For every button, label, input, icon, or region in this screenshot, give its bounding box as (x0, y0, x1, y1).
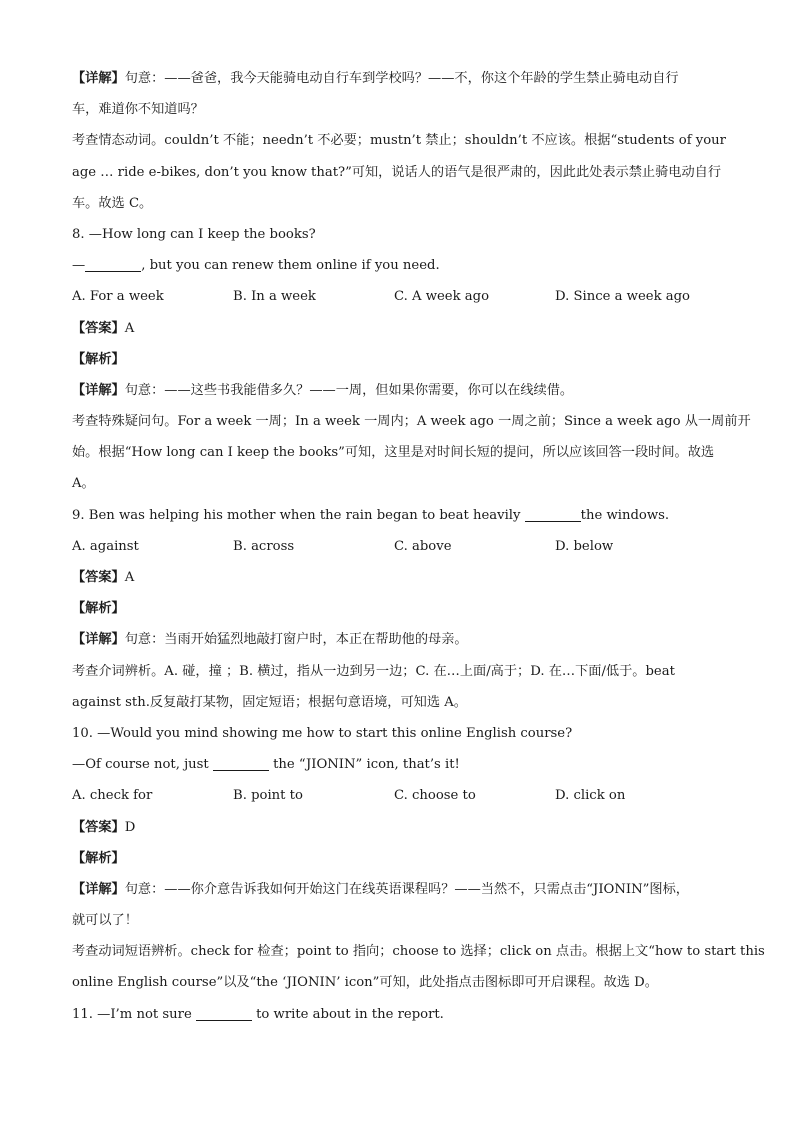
q10-reply (72, 749, 732, 780)
q9-option-b: B. across (233, 538, 295, 554)
answer-tag: 【答案】 (72, 320, 125, 336)
q8-reply-prefix: — (72, 258, 86, 274)
q8-options (72, 281, 732, 312)
answer-blank (213, 756, 269, 771)
q8-detail-text: 句意：——这些书我能借多久？——一周，但如果你需要，你可以在线续借。 (124, 382, 574, 398)
q9-options (72, 531, 732, 562)
q9-option-d: D. below (555, 538, 614, 554)
q10-detail-line-2: 就可以了！ (72, 913, 138, 929)
q9-detail (72, 624, 732, 655)
q10-reply-suffix: the “JIONIN” icon, that’s it! (268, 757, 460, 773)
document-page (72, 63, 765, 1030)
q10-options (72, 780, 732, 811)
q8-reply-suffix: , but you can renew them online if you need. (141, 258, 440, 274)
q10-analysis-tag: 【解析】 (72, 850, 125, 866)
q9-analysis-line-1: 考查介词辨析。A. 碰，撞 ；B. 横过，指从一边到另一边；C. 在…上面/高于；D. 在…下面/低于。beat (72, 663, 675, 679)
q10-option-a: A. check for (72, 788, 153, 804)
answer-tag: 【答案】 (72, 819, 125, 835)
q9-analysis-tag: 【解析】 (72, 601, 125, 617)
q8-answer-value: A (124, 320, 135, 336)
q10-analysis-line-2: online English course”以及“the ‘JIONIN’ icon”可知，此处指点击图标即可开启课程。故选 D。 (72, 975, 658, 991)
q10-answer (72, 812, 732, 843)
q10-detail (72, 874, 732, 905)
q9-answer-value: A (124, 570, 135, 585)
q7-analysis-line-2: age … ride e-bikes, don’t you know that?”可知，说话人的语气是很严肃的，因此此处表示禁止骑电动自行 (72, 164, 722, 180)
q7-detail-line-2: 车，难道你不知道吗？ (72, 102, 204, 118)
q10-detail-text: 句意：——你介意告诉我如何开始这门在线英语课程吗？——当然不，只需点击“JIONIN”图标， (124, 881, 689, 897)
q10-option-c: C. choose to (394, 788, 476, 804)
answer-tag: 【答案】 (72, 570, 125, 585)
q9-stem-prefix: 9. Ben was helping his mother when the rain began to beat heavily (72, 507, 525, 523)
q8-analysis-line-3: A。 (72, 476, 95, 492)
detail-tag: 【详解】 (72, 382, 125, 398)
q11-stem-prefix: 11. —I’m not sure (72, 1006, 196, 1022)
q10-option-b: B. point to (233, 788, 303, 804)
q8-analysis-line-1: 考查特殊疑问句。For a week 一周；In a week 一周内；A week ago 一周之前；Since a week ago 从一周前开 (72, 414, 751, 430)
q11-stem (72, 999, 732, 1030)
q8-answer (72, 313, 732, 344)
q9-analysis-line-2: against sth.反复敲打某物，固定短语；根据句意语境，可知选 A。 (72, 694, 467, 710)
q10-option-d: D. click on (555, 788, 626, 804)
answer-blank (196, 1006, 252, 1021)
q7-detail-text: 句意：——爸爸，我今天能骑电动自行车到学校吗？——不，你这个年龄的学生禁止骑电动自行 (124, 71, 679, 86)
q10-stem: 10. —Would you mind showing me how to start this online English course? (72, 725, 573, 741)
q8-option-a: A. For a week (72, 289, 164, 305)
detail-tag: 【详解】 (72, 881, 125, 897)
q7-detail-line (72, 63, 732, 94)
q11-stem-suffix: to write about in the report. (251, 1006, 444, 1022)
q10-reply-prefix: —Of course not, just (72, 757, 213, 773)
q10-analysis-line-1: 考查动词短语辨析。check for 检查；point to 指向；choose to 选择；click on 点击。根据上文“how to start this (72, 944, 765, 960)
q9-answer (72, 562, 732, 593)
q10-answer-value: D (124, 819, 136, 835)
q8-option-c: C. A week ago (394, 289, 490, 305)
q9-detail-text: 句意：当雨开始猛烈地敲打窗户时，本正在帮助他的母亲。 (124, 632, 468, 648)
q7-analysis-line-3: 车。故选 C。 (72, 195, 153, 211)
q8-option-b: B. In a week (233, 289, 316, 305)
q8-analysis-tag: 【解析】 (72, 351, 125, 367)
q9-stem-suffix: the windows. (580, 507, 670, 523)
q7-analysis-line-1: 考查情态动词。couldn’t 不能；needn’t 不必要；mustn’t 禁止；shouldn’t 不应该。根据“students of your (72, 133, 726, 149)
q9-option-a: A. against (72, 538, 139, 554)
answer-blank (85, 257, 141, 272)
detail-tag: 【详解】 (72, 632, 125, 648)
detail-tag: 【详解】 (72, 71, 125, 86)
q8-detail (72, 375, 732, 406)
q9-option-c: C. above (394, 538, 452, 554)
q8-option-d: D. Since a week ago (555, 289, 690, 305)
q8-analysis-line-2: 始。根据“How long can I keep the books”可知，这里是对时间长短的提问，所以应该回答一段时间。故选 (72, 445, 715, 461)
q8-reply (72, 250, 732, 281)
q8-stem: 8. —How long can I keep the books? (72, 226, 316, 242)
q9-stem (72, 500, 732, 531)
answer-blank (525, 507, 581, 522)
